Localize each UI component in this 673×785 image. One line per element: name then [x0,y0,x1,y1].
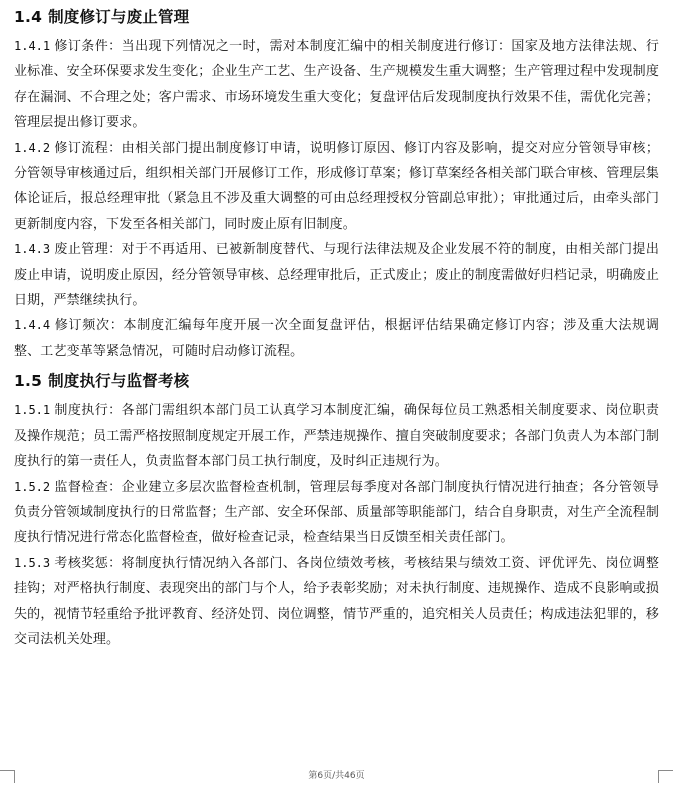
paragraph-1-5-3 [14,551,659,653]
section-number: 1.5 [14,372,43,391]
paragraph-text: 修订条件：当出现下列情况之一时，需对本制度汇编中的相关制度进行修订：国家及地方法律法规、行业标准、安全环保要求发生变化；企业生产工艺、生产设备、生产规模发生重大调整；生产管理过程中发现制度存在漏洞、不合理之处；客户需求、市场环境发生重大变化；复盘评估后发现制度执行效果不佳，需优化完善；管理层提出修订要求。 [14,39,659,131]
paragraph-number: 1.5.3 [14,555,51,570]
section-heading-1-5 [14,366,659,398]
section-title: 制度执行与监督考核 [48,372,190,391]
paragraph-number: 1.5.1 [14,403,51,418]
paragraph-number: 1.5.2 [14,479,51,494]
paragraph-1-4-4 [14,313,659,364]
section-title: 制度修订与废止管理 [48,8,190,26]
paragraph-text: 废止管理：对于不再适用、已被新制度替代、与现行法律法规及企业发展不符的制度，由相关部门提出废止申请，说明废止原因，经分管领导审核、总经理审批后，正式废止；废止的制度需做好归档记录，明确废止日期，严禁继续执行。 [14,242,659,309]
paragraph-1-4-1 [14,34,659,136]
page-footer [0,766,673,785]
paragraph-number: 1.4.4 [14,318,51,333]
paragraph-1-4-3 [14,237,659,313]
section-number: 1.4 [14,8,43,26]
page-number-indicator: 第6页/共46页 [308,771,365,781]
paragraph-number: 1.4.2 [14,140,51,155]
paragraph-text: 考核奖惩：将制度执行情况纳入各部门、各岗位绩效考核，考核结果与绩效工资、评优评先、岗位调整挂钩；对严格执行制度、表现突出的部门与个人，给予表彰奖励；对未执行制度、违规操作、造成不良影响或损失的，视情节轻重给予批评教育、经济处罚、岗位调整，情节严重的，追究相关人员责任；构成违法犯罪的，移交司法机关处理。 [14,555,659,647]
paragraph-number: 1.4.1 [14,39,51,53]
paragraph-text: 监督检查：企业建立多层次监督检查机制，管理层每季度对各部门制度执行情况进行抽查；各分管领导负责分管领域制度执行的日常监督；生产部、安全环保部、质量部等职能部门，结合自身职责，对生产全流程制度执行情况进行常态化监督检查，做好检查记录，检查结果当日反馈至相关责任部门。 [14,479,659,546]
section-heading-1-4 [14,2,659,34]
paragraph-1-4-2 [14,136,659,238]
paragraph-1-5-1 [14,398,659,474]
document-page [14,2,659,762]
paragraph-text: 修订频次：本制度汇编每年度开展一次全面复盘评估，根据评估结果确定修订内容；涉及重大法规调整、工艺变革等紧急情况，可随时启动修订流程。 [14,318,659,359]
paragraph-text: 制度执行：各部门需组织本部门员工认真学习本制度汇编，确保每位员工熟悉相关制度要求、岗位职责及操作规范；员工需严格按照制度规定开展工作，严禁违规操作、擅自突破制度要求；各部门负责人为本部门制度执行的第一责任人，负责监督本部门员工执行制度，及时纠正违规行为。 [14,403,659,470]
paragraph-text: 修订流程：由相关部门提出制度修订申请，说明修订原因、修订内容及影响，提交对应分管领导审核；分管领导审核通过后，组织相关部门开展修订工作，形成修订草案；修订草案经各相关部门联合审核、管理层集体论证后，报总经理审批（紧急且不涉及重大调整的可由总经理授权分管副总审批）；审批通过后，由牵头部门更新制度内容，下发至各相关部门，同时废止原有旧制度。 [14,140,659,232]
paragraph-1-5-2 [14,475,659,551]
paragraph-number: 1.4.3 [14,242,51,257]
